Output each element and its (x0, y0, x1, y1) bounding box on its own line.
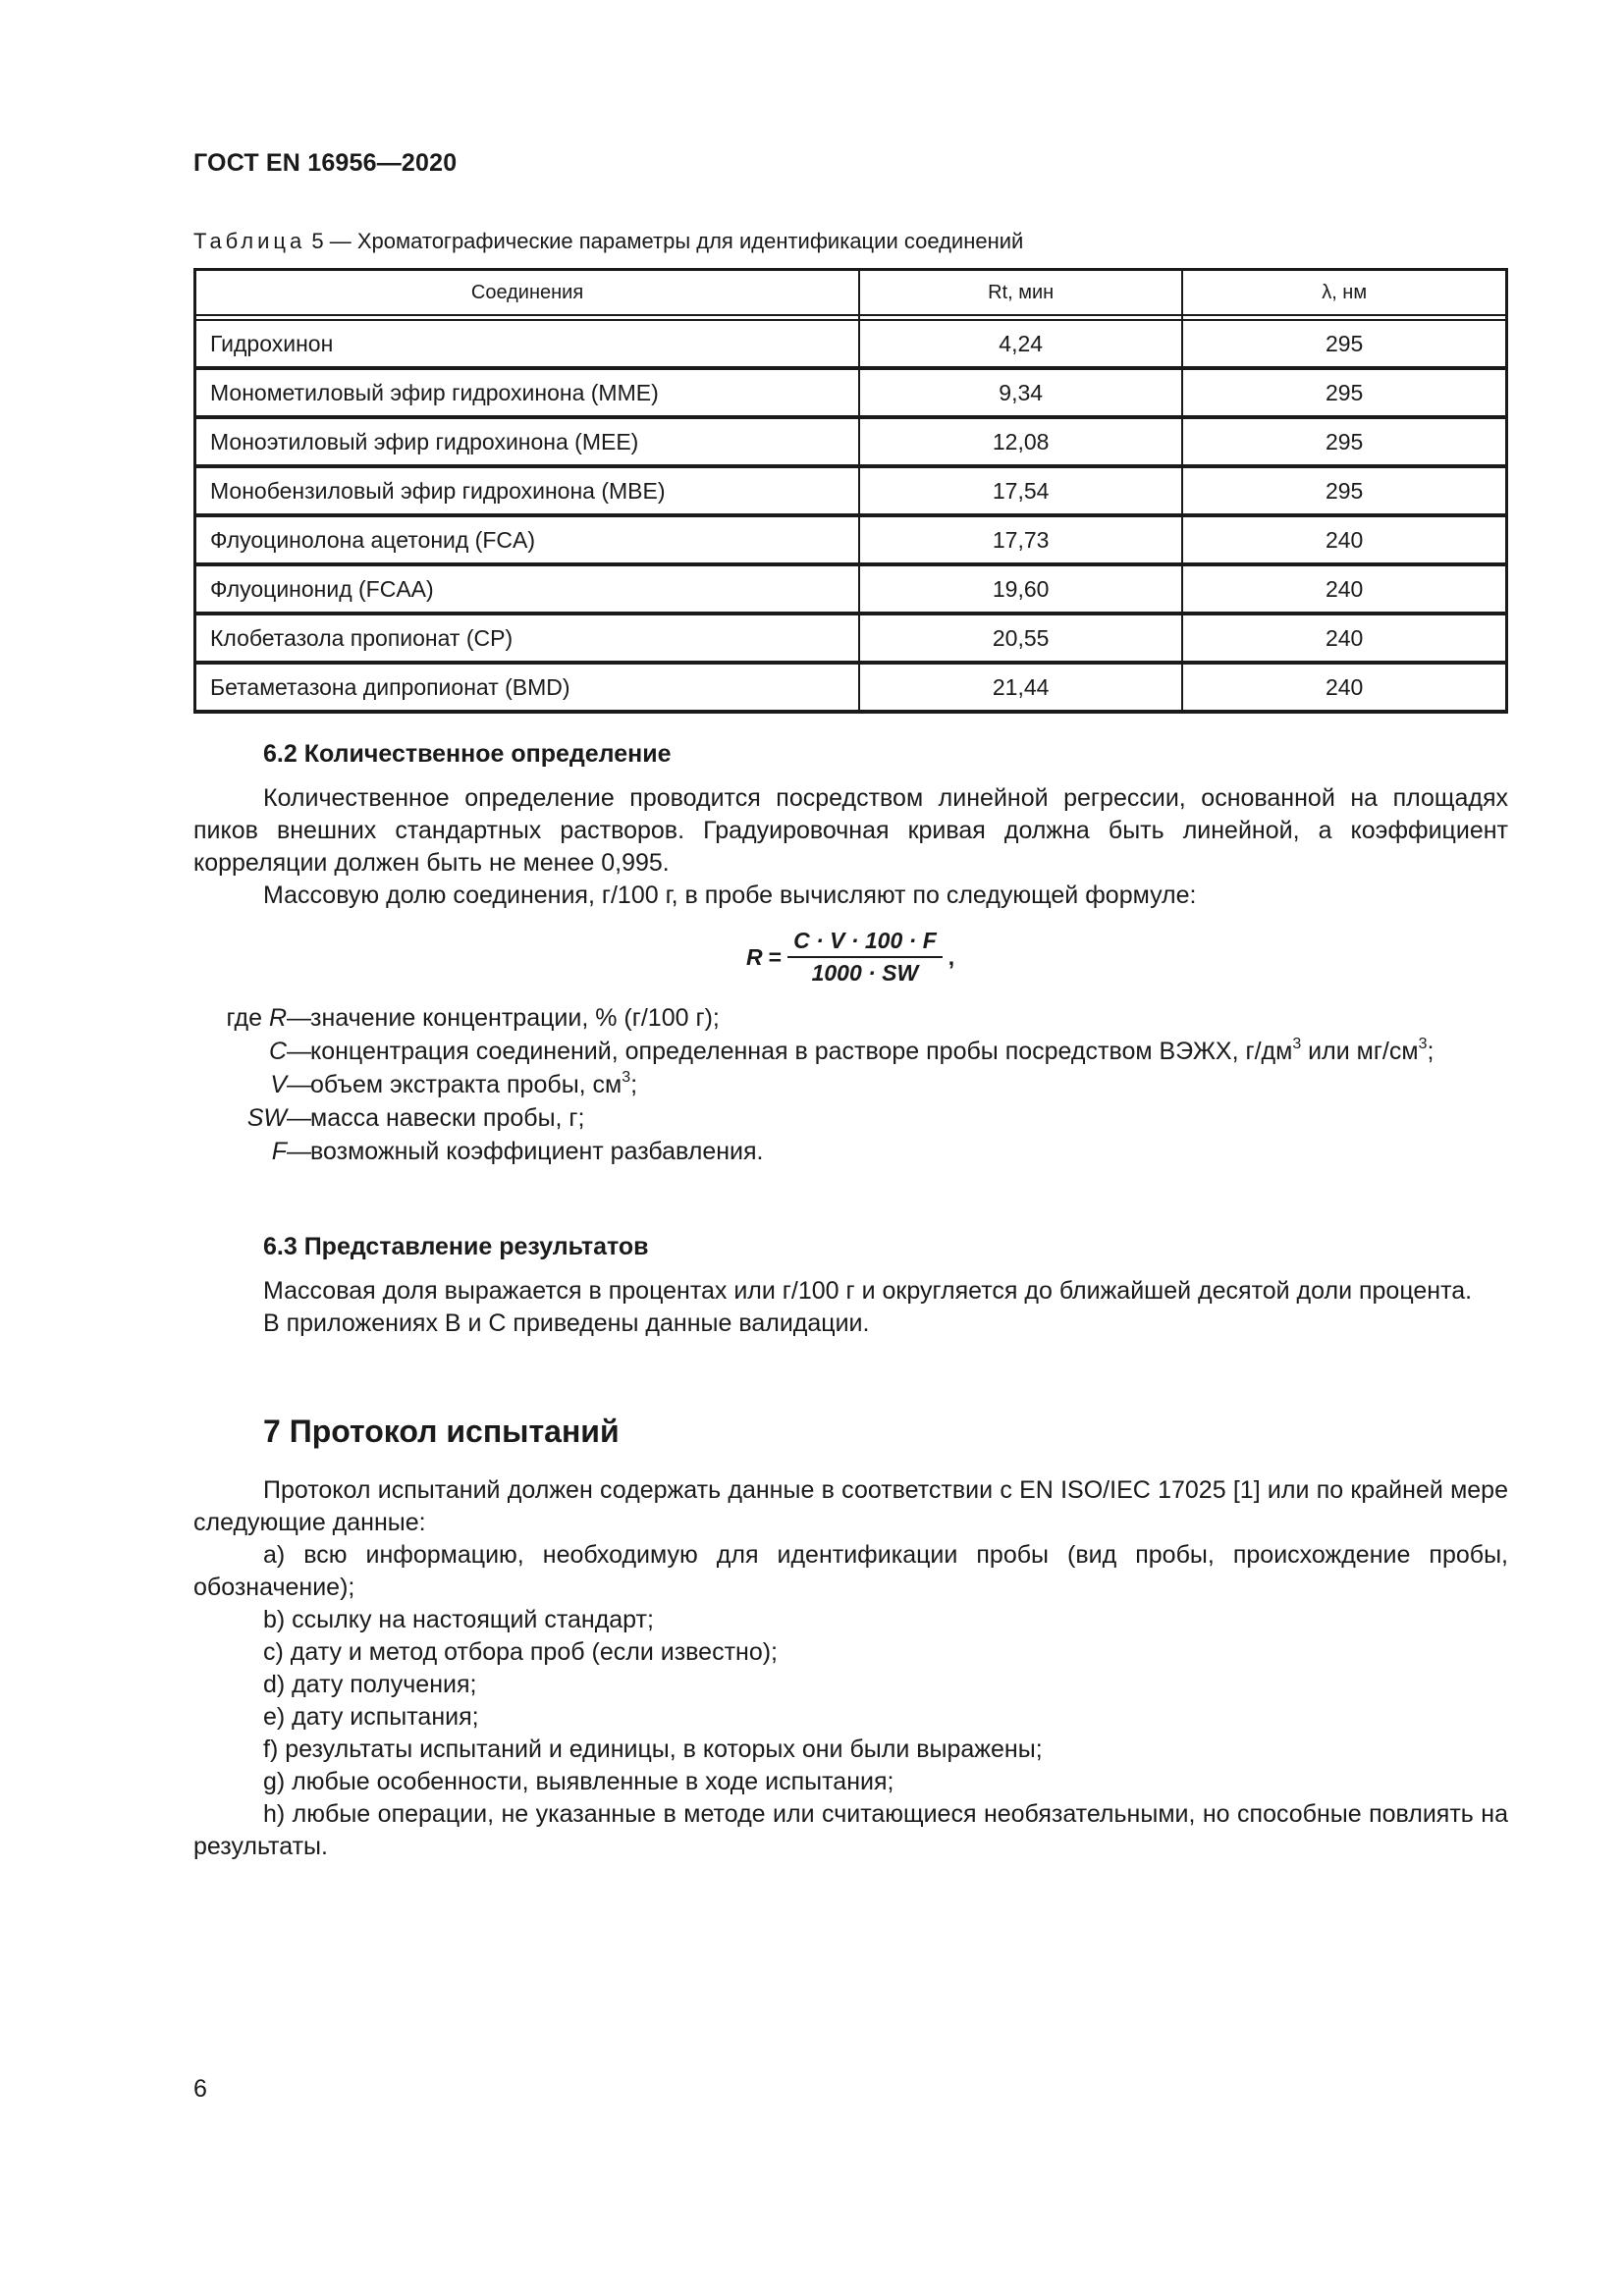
definition-symbol: SW (246, 1104, 287, 1132)
column-header-retention-time: Rt, мин (859, 270, 1182, 316)
table-caption-prefix: Таблица (193, 229, 306, 253)
table-row (195, 368, 1507, 417)
cell-compound: Флуоцинолона ацетонид (FCA) (195, 515, 860, 564)
table-row (195, 614, 1507, 663)
definition-dash: — (287, 1071, 311, 1098)
mass-fraction-formula (746, 928, 954, 987)
document-header: ГОСТ EN 16956—2020 (193, 149, 458, 177)
definition-symbol: C (268, 1038, 287, 1065)
definition-text: масса навески пробы, г; (310, 1104, 585, 1132)
definition-dash: — (287, 1004, 311, 1032)
definition-dash: — (287, 1104, 311, 1132)
where-word: где (226, 1004, 262, 1032)
cell-wavelength: 295 (1182, 368, 1506, 417)
cell-retention-time: 20,55 (859, 614, 1182, 663)
cell-retention-time: 17,54 (859, 466, 1182, 515)
definition-text: концентрация соединений, определенная в растворе пробы посредством ВЭЖХ, $г/дм^3$ или $мг/см^3$; (310, 1035, 1435, 1065)
cell-wavelength: 295 (1182, 466, 1506, 515)
definition-dash: — (287, 1138, 311, 1165)
list-item: h) любые операции, не указанные в методе или считающиеся необязательными, но способные повлиять на результаты. (193, 1800, 1508, 1860)
column-header-wavelength: λ, нм (1182, 270, 1506, 316)
table-row (195, 515, 1507, 564)
table-caption (193, 229, 1023, 254)
table-row (195, 663, 1507, 712)
list-item: b) ссылку на настоящий стандарт; (263, 1606, 654, 1633)
definition-row (193, 1135, 1508, 1168)
section-heading: 6.3 Представление результатов (263, 1233, 649, 1260)
definition-symbol: где R (226, 1004, 287, 1032)
section-6-2 (193, 738, 1508, 912)
cell-wavelength: 295 (1182, 417, 1506, 466)
table-row (195, 417, 1507, 466)
section-6-3 (193, 1231, 1508, 1340)
definition-dash: — (287, 1038, 311, 1065)
cell-retention-time: 21,44 (859, 663, 1182, 712)
section-heading: 6.2 Количественное определение (263, 740, 672, 768)
chromatographic-parameters-table (193, 268, 1508, 714)
cell-retention-time: 17,73 (859, 515, 1182, 564)
cell-wavelength: 240 (1182, 663, 1506, 712)
cell-compound: Клобетазола пропионат (CP) (195, 614, 860, 663)
definition-row (193, 1001, 1508, 1035)
list-item: d) дату получения; (263, 1671, 477, 1698)
section-7-heading: 7 Протокол испытаний (263, 1414, 620, 1449)
cell-wavelength: 240 (1182, 564, 1506, 614)
paragraph: Количественное определение проводится посредством линейной регрессии, основанной на площадях пиков внешних стандартных растворов. Градуировочная кривая должна быть линейной, а коэффициент корреляции должен быть не менее 0,995. (193, 784, 1508, 877)
list-item: c) дату и метод отбора проб (если известно); (263, 1638, 778, 1666)
cell-retention-time: 9,34 (859, 368, 1182, 417)
paragraph: Массовую долю соединения, г/100 г, в пробе вычисляют по следующей формуле: (263, 881, 1197, 909)
list-item: e) дату испытания; (263, 1703, 479, 1731)
cell-compound: Моноэтиловый эфир гидрохинона (MEE) (195, 417, 860, 466)
definition-row (193, 1035, 1508, 1068)
definition-text: значение концентрации, % (г/100 г); (310, 1004, 720, 1032)
formula-trailing-comma: , (947, 943, 955, 970)
table-row (195, 466, 1507, 515)
cell-compound: Монометиловый эфир гидрохинона (MME) (195, 368, 860, 417)
list-item: a) всю информацию, необходимую для идентификации пробы (вид пробы, происхождение пробы, обозначение); (193, 1541, 1508, 1601)
table-row (195, 320, 1507, 368)
formula-fraction (787, 928, 943, 987)
definition-row (193, 1101, 1508, 1135)
formula-definitions (193, 1001, 1508, 1168)
cell-compound: Монобензиловый эфир гидрохинона (MBE) (195, 466, 860, 515)
paragraph: Протокол испытаний должен содержать данные в соответствии с EN ISO/IEC 17025 [1] или по крайней мере следующие данные: (193, 1476, 1508, 1536)
cell-compound: Бетаметазона дипропионат (BMD) (195, 663, 860, 712)
cell-wavelength: 240 (1182, 515, 1506, 564)
formula-lhs: R (746, 943, 763, 970)
section-7 (193, 1474, 1508, 1863)
definition-row (193, 1068, 1508, 1101)
definition-symbol: V (270, 1071, 287, 1098)
cell-compound: Гидрохинон (195, 320, 860, 368)
column-header-compound: Соединения (195, 270, 860, 316)
table-caption-text: 5 — Хроматографические параметры для идентификации соединений (305, 229, 1024, 253)
cell-compound: Флуоцинонид (FCAA) (195, 564, 860, 614)
cell-wavelength: 240 (1182, 614, 1506, 663)
paragraph: Массовая доля выражается в процентах или г/100 г и округляется до ближайшей десятой доли процента. (263, 1277, 1473, 1305)
table-row (195, 564, 1507, 614)
list-item: f) результаты испытаний и единицы, в которых они были выражены; (263, 1735, 1043, 1763)
list-item: g) любые особенности, выявленные в ходе испытания; (263, 1768, 894, 1795)
table-header-row (195, 270, 1507, 316)
cell-retention-time: 19,60 (859, 564, 1182, 614)
definition-text: объем экстракта пробы, $см^3$; (310, 1068, 638, 1098)
paragraph: В приложениях B и C приведены данные валидации. (263, 1309, 870, 1337)
cell-retention-time: 4,24 (859, 320, 1182, 368)
definition-symbol: F (271, 1138, 287, 1165)
page-number: 6 (193, 2075, 207, 2103)
formula-denominator: 1000 · SW (811, 960, 919, 986)
cell-wavelength: 295 (1182, 320, 1506, 368)
cell-retention-time: 12,08 (859, 417, 1182, 466)
formula-numerator: C · V · 100 · F (787, 928, 943, 958)
definition-text: возможный коэффициент разбавления. (310, 1138, 764, 1165)
formula-equals: = (768, 943, 783, 970)
